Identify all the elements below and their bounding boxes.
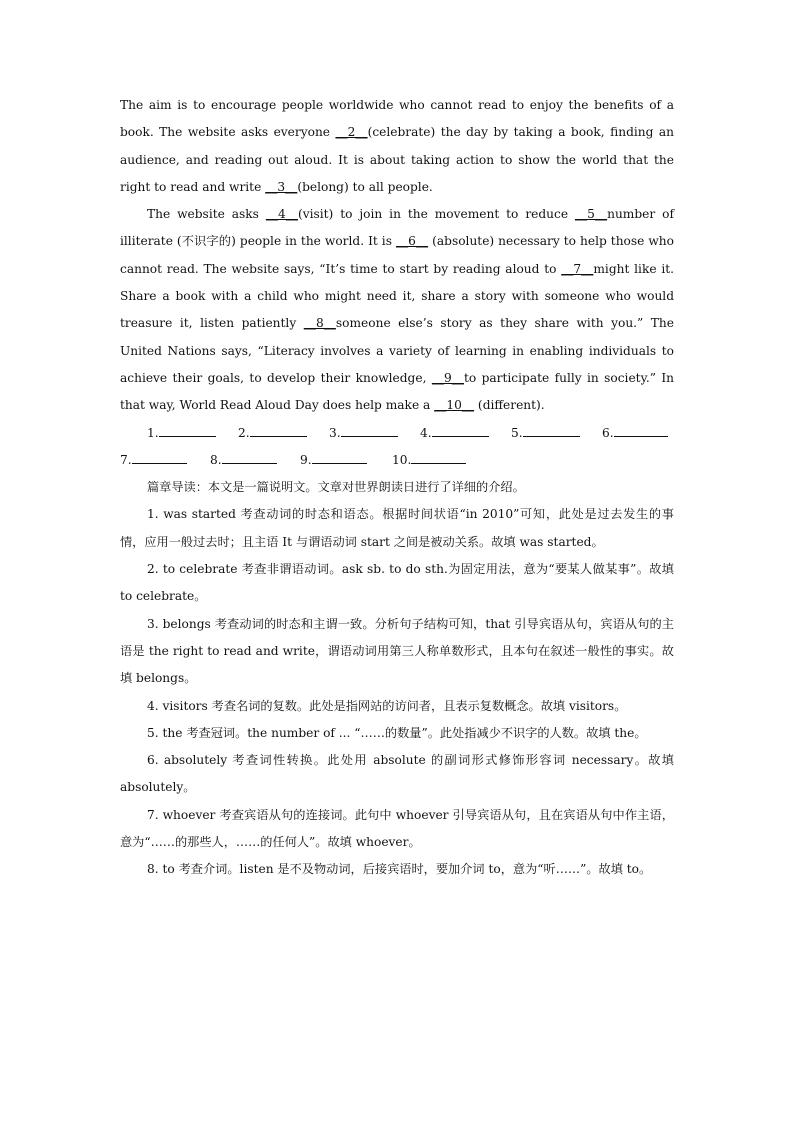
passage-text: to participate fully in society.” In that way, World Read Aloud Day does help make a (120, 370, 674, 413)
answer-blank-10[interactable] (392, 447, 466, 474)
blank-6: __6__ (395, 234, 429, 249)
blank-8: __8__ (303, 316, 336, 331)
passage-text: might like it. Share a book with a child who might need it, share a story with someone who would treasure it, listen patiently (120, 261, 674, 331)
explanation-item-2: 2. to celebrate 考查非谓语动词。ask sb. to do sth.为固定用法，意为“要某人做某事”。故填 to celebrate。 (120, 562, 674, 604)
answer-number: 7. (120, 452, 132, 467)
answer-blank-9[interactable] (300, 447, 367, 474)
blank-9: __9__ (431, 370, 464, 385)
blank-3: __3__ (265, 179, 298, 194)
answer-blank-8[interactable] (210, 447, 277, 474)
answer-number: 9. (300, 452, 312, 467)
answer-number: 8. (210, 452, 222, 467)
answer-number: 3. (329, 425, 341, 440)
answer-blank-2[interactable] (238, 420, 307, 447)
passage-text: (different). (474, 398, 545, 413)
passage-text: The website asks (147, 207, 266, 222)
passage-paragraph-1 (120, 92, 674, 201)
answer-number: 6. (602, 425, 614, 440)
explanation-item-5: 5. the 考查冠词。the number of ... “……的数量”。此处指减少不识字的人数。故填 the。 (147, 725, 647, 740)
document-content (120, 92, 674, 884)
answer-blank-3[interactable] (329, 420, 398, 447)
blank-7: __7__ (561, 261, 594, 276)
explanation-item-7: 7. whoever 考查宾语从句的连接词。此句中 whoever 引导宾语从句，且在宾语从句中作主语，意为“……的那些人，……的任何人”。故填 whoever。 (120, 807, 674, 850)
answer-blank-6[interactable] (602, 420, 668, 447)
explanation-item-4: 4. visitors 考查名词的复数。此处是指网站的访问者，且表示复数概念。故填 visitors。 (147, 698, 627, 713)
answer-blank-1[interactable] (147, 420, 216, 447)
blank-4: __4__ (265, 207, 298, 222)
passage-paragraph-2 (120, 201, 674, 419)
passage-text: someone else’s story as they share with you.” The United Nations says, “Literacy involves a variety of learning in enabling individuals to achieve their goals, to develop their knowledge, (120, 316, 674, 385)
passage-text: number of illiterate (不识字的) people in the world. It is (120, 207, 674, 249)
passage-text: (visit) to join in the movement to reduce (297, 207, 575, 222)
blank-10: __10__ (434, 398, 475, 413)
explanation-item-1: 1. was started 考查动词的时态和语态。根据时间状语“in 2010”可知，此处是过去发生的事情，应用一般过去时；且主语 It 与谓语动词 start 之间是被动关系。故填 was started。 (120, 507, 674, 549)
answer-number: 10. (392, 452, 412, 467)
explanation-item-3: 3. belongs 考查动词的时态和主谓一致。分析句子结构可知，that 引导宾语从句，宾语从句的主语是 the right to read and write，谓语动词用第三人称单数形式，且本句在叙述一般性的事实。故填 belongs。 (120, 616, 674, 686)
answer-number: 2. (238, 425, 250, 440)
explanation-intro: 篇章导读：本文是一篇说明文。文章对世界朗读日进行了详细的介绍。 (147, 480, 525, 495)
answer-number: 4. (420, 425, 432, 440)
answer-blanks (120, 420, 674, 475)
blank-2: __2__ (335, 125, 368, 140)
explanation-item-6: 6. absolutely 考查词性转换。此处用 absolute 的副词形式修饰形容词 necessary。故填 absolutely。 (120, 753, 674, 795)
passage-text: (belong) to all people. (297, 179, 433, 194)
passage-text: (absolute) necessary to help those who cannot read. The website says, “It’s time to start by reading aloud to (120, 234, 674, 276)
blank-5: __5__ (574, 207, 608, 222)
answer-number: 5. (511, 425, 523, 440)
explanation-item-8: 8. to 考查介词。listen 是不及物动词，后接宾语时，要加介词 to，意为“听……”。故填 to。 (147, 862, 652, 877)
passage-text: The aim is to encourage people worldwide who cannot read to enjoy the benefits of a book. The website asks everyone (120, 98, 674, 140)
answer-blank-4[interactable] (420, 420, 489, 447)
passage-text: (celebrate) the day by taking a book, finding an audience, and reading out aloud. It is about taking action to show the world that the right to read and write (120, 125, 674, 194)
answer-blank-5[interactable] (511, 420, 580, 447)
answer-blank-7[interactable] (120, 447, 187, 474)
answer-number: 1. (147, 425, 159, 440)
